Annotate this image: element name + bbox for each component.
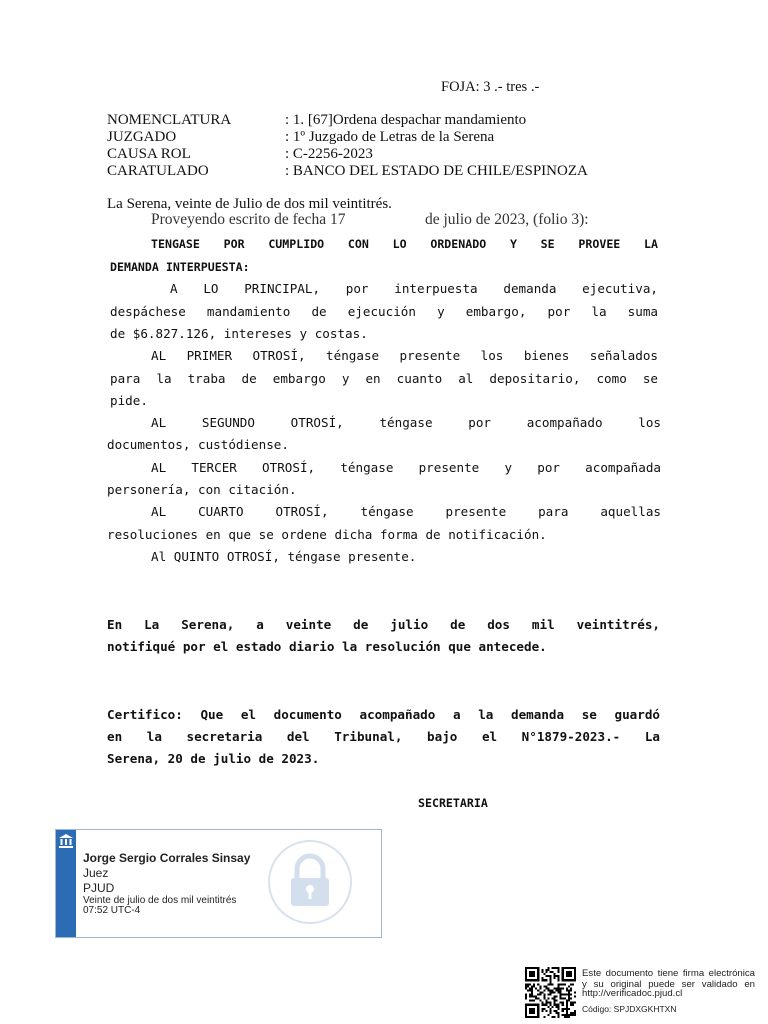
signature-time: 07:52 UTC-4 <box>83 905 141 916</box>
header-label: NOMENCLATURA <box>107 112 232 128</box>
body-line: de $6.827.126, intereses y costas. <box>110 326 368 341</box>
header-value: : 1º Juzgado de Letras de la Serena <box>285 129 495 145</box>
signer-role: Juez <box>83 866 109 880</box>
notification-line: notifiqué por el estado diario la resolución que antecede. <box>107 639 547 654</box>
header-value: : C-2256-2023 <box>285 146 373 162</box>
header-label: CARATULADO <box>107 163 209 179</box>
signature-accent-bar <box>56 830 76 937</box>
header-row-nomenclatura <box>107 112 526 129</box>
header-row-caratulado <box>107 163 588 180</box>
header-value: : 1. [67]Ordena despachar mandamiento <box>285 112 527 128</box>
signature-date: Veinte de julio de dos mil veintitrés <box>83 895 237 906</box>
lock-icon <box>267 839 353 925</box>
body-line: para la traba de embargo y en cuanto al depositario, como se <box>110 371 658 386</box>
certificate-line: Certifico: Que el documento acompañado a la demanda se guardó <box>107 707 660 722</box>
body-line: AL TERCER OTROSÍ, téngase presente y por acompañada <box>151 460 661 475</box>
certificate-line: en la secretaria del Tribunal, bajo el N°1879-2023.- La <box>107 729 660 744</box>
bank-icon <box>58 833 74 849</box>
proveyendo-part2: de julio de 2023, (folio 3): <box>425 211 589 228</box>
header-value: : BANCO DEL ESTADO DE CHILE/ESPINOZA <box>285 163 588 179</box>
body-line: DEMANDA INTERPUESTA: <box>110 260 250 274</box>
body-line: pide. <box>110 393 148 408</box>
header-row-causa-rol <box>107 146 373 163</box>
signer-name: Jorge Sergio Corrales Sinsay <box>83 851 251 865</box>
body-line: TENGASE POR CUMPLIDO CON LO ORDENADO Y SE PROVEE LA <box>151 237 658 251</box>
body-line: AL PRIMER OTROSÍ, téngase presente los bienes señalados <box>151 348 658 363</box>
header-label: CAUSA ROL <box>107 146 191 162</box>
body-line: resoluciones en que se ordene dicha forma de notificación. <box>107 527 547 542</box>
body-line: Al QUINTO OTROSÍ, téngase presente. <box>151 549 417 564</box>
foja-number: FOJA: 3 .- tres .- <box>441 79 540 95</box>
verification-line2: y su original puede ser validado en <box>582 979 755 990</box>
proveyendo-part1: Proveyendo escrito de fecha 17 <box>151 211 346 228</box>
date-line: La Serena, veinte de Julio de dos mil veintitrés. <box>107 196 392 212</box>
body-line: A LO PRINCIPAL, por interpuesta demanda ejecutiva, <box>170 281 658 296</box>
signer-organization: PJUD <box>83 881 115 895</box>
verification-url[interactable]: http://verificadoc.pjud.cl <box>582 988 683 999</box>
body-line: despáchese mandamiento de ejecución y embargo, por la suma <box>110 304 658 319</box>
body-line: AL CUARTO OTROSÍ, téngase presente para aquellas <box>151 504 661 519</box>
verification-line1: Este documento tiene firma electrónica <box>582 968 755 979</box>
qr-code-icon <box>525 967 576 1018</box>
certificate-line: Serena, 20 de julio de 2023. <box>107 751 320 766</box>
secretaria-label: SECRETARIA <box>418 796 488 810</box>
body-line: AL SEGUNDO OTROSÍ, téngase por acompañado los <box>151 415 661 430</box>
header-row-juzgado <box>107 129 494 146</box>
notification-line: En La Serena, a veinte de julio de dos mil veintitrés, <box>107 617 660 632</box>
verification-code: Código: SPJDXGKHTXN <box>582 1004 677 1014</box>
header-label: JUZGADO <box>107 129 177 145</box>
body-line: personería, con citación. <box>107 482 297 497</box>
body-line: documentos, custódiense. <box>107 437 289 452</box>
